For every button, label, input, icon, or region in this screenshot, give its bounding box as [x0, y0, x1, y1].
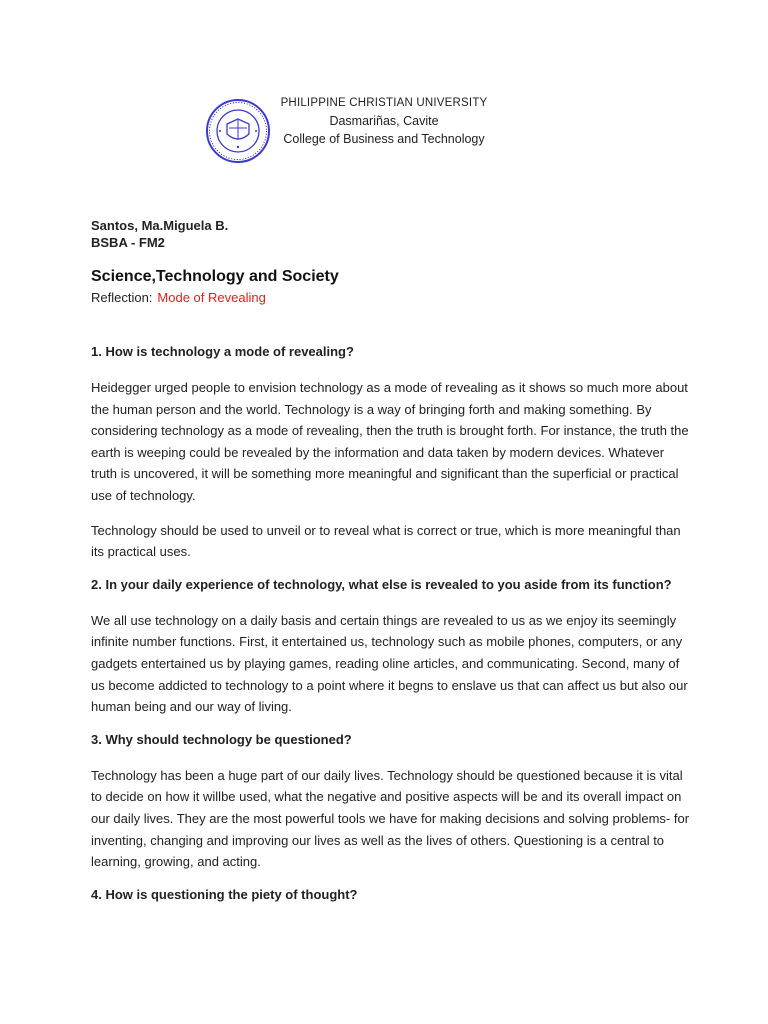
reflection-topic: Mode of Revealing: [157, 290, 266, 305]
question-2: 2. In your daily experience of technology, what else is revealed to you aside from its function?: [91, 576, 672, 592]
question-3: 3. Why should technology be questioned?: [91, 731, 352, 747]
section-3: [91, 731, 691, 873]
reflection-line: [91, 290, 266, 305]
question-4: 4. How is questioning the piety of thought?: [91, 886, 358, 902]
author-block: [91, 217, 228, 251]
university-seal-icon: [205, 98, 271, 164]
letterhead: [0, 86, 768, 186]
section-2: [91, 576, 691, 718]
letterhead-text: [268, 94, 500, 148]
reflection-content: [91, 343, 691, 920]
university-name: PHILIPPINE CHRISTIAN UNIVERSITY: [280, 97, 488, 109]
college-name: College of Business and Technology: [283, 132, 485, 146]
reflection-label: Reflection:: [91, 290, 153, 305]
answer-1-paragraph-1: Heidegger urged people to envision technology as a mode of revealing as it shows so much more about the human person and the world. Technology is a way of bringing forth and making something. By considering technology as a mode of revealing, then the truth is brought forth. For instance, the truth the earth is weeping could be revealed by the information and data taken by modern devices. Whatever truth is uncovered, it will be something more meaningful and significant than the superficial or practical use of technology.: [91, 380, 689, 503]
author-name: Santos, Ma.Miguela B.: [91, 218, 229, 233]
section-1: [91, 343, 691, 563]
answer-1-paragraph-2: Technology should be used to unveil or to reveal what is correct or true, which is more meaningful than its practical uses.: [91, 522, 681, 560]
course-title: Science,Technology and Society: [91, 268, 339, 285]
university-location: Dasmariñas, Cavite: [329, 114, 439, 128]
question-1: 1. How is technology a mode of revealing?: [91, 344, 354, 359]
answer-2-paragraph-1: We all use technology on a daily basis and certain things are revealed to us as we enjoy its seemingly infinite number functions. First, it entertained us, technology such as mobile phones, computers, or any gadgets entertained us by playing games, reading oline articles, and communicating. Second, many of us become addicted to technology to a point where it begns to enslave us that can affect us but also our human being and our way of living.: [91, 612, 688, 715]
answer-3-paragraph-1: Technology has been a huge part of our daily lives. Technology should be questioned because it is vital to decide on how it willbe used, what the negative and positive aspects will be and its overall impact on our daily lives. They are the most powerful tools we have for making decisions and solving problems- for inventing, changing and improving our lives as well as the lives of others. Questioning is a central to learning, growing, and acting.: [91, 767, 690, 870]
section-4: [91, 886, 691, 904]
author-section: BSBA - FM2: [91, 235, 165, 250]
